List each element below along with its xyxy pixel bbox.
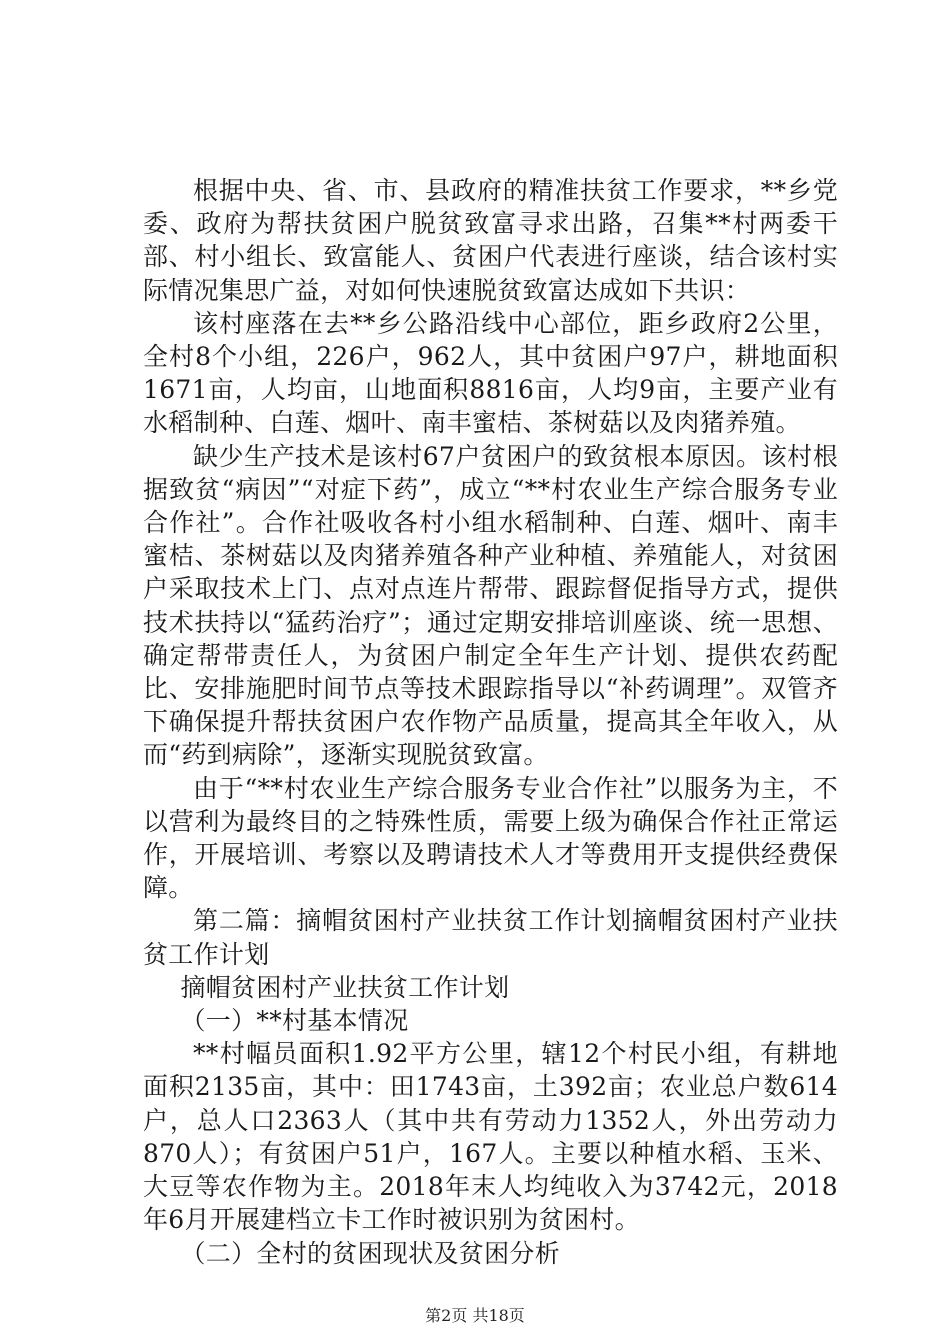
paragraph-poverty-cause: 缺少生产技术是该村67户贫困户的致贫根本原因。该村根据致贫“病因”“对症下药”，成立“**村农业生产综合服务专业合作社”。合作社吸收各村小组水稻制种、白莲、烟叶、南丰蜜桔、茶树菇以及肉猪养殖各种产业种植、养殖能人，对贫困户采取技术上门、点对点连片帮带、跟踪督促指导方式，提供技术扶持以“猛药治疗”；通过定期安排培训座谈、统一思想、确定帮带责任人，为贫困户制定全年生产计划、提供农药配比、安排施肥时间节点等技术跟踪指导以“补药调理”。双管齐下确保提升帮扶贫困户农作物产品质量，提高其全年收入，从而“药到病除”，逐渐实现脱贫致富。 [143, 441, 838, 770]
section-heading-part-two: 第二篇：摘帽贫困村产业扶贫工作计划摘帽贫困村产业扶贫工作计划 [143, 906, 838, 969]
paragraph-intro: 根据中央、省、市、县政府的精准扶贫工作要求，**乡党委、政府为帮扶贫困户脱贫致富寻求出路，召集**村两委干部、村小组长、致富能人、贫困户代表进行座谈，结合该村实际情况集思广益，对如何快速脱贫致富达成如下共识： [143, 176, 838, 305]
paragraph-village-location: 该村座落在去**乡公路沿线中心部位，距乡政府2公里，全村8个小组，226户，962人，其中贫困户97户，耕地面积1671亩，人均亩，山地面积8816亩，人均9亩，主要产业有水稻制种、白莲、烟叶、南丰蜜桔、茶树菇以及肉猪养殖。 [143, 308, 838, 438]
page-number: 第2页 共18页 [425, 1306, 525, 1325]
subheading-basic-info: （一）**村基本情况 [180, 1006, 409, 1036]
plan-title: 摘帽贫困村产业扶贫工作计划 [180, 972, 510, 1002]
document-body [143, 174, 838, 1270]
paragraph-basic-info: **村幅员面积1.92平方公里，辖12个村民小组，有耕地面积2135亩，其中：田1743亩，土392亩；农业总户数614户，总人口2363人（其中共有劳动力1352人，外出劳动力870人）；有贫困户51户，167人。主要以种植水稻、玉米、大豆等农作物为主。2018年末人均纯收入为3742元，2018年6月开展建档立卡工作时被识别为贫困村。 [143, 1039, 838, 1235]
paragraph-funding-request: 由于“**村农业生产综合服务专业合作社”以服务为主，不以营利为最终目的之特殊性质，需要上级为确保合作社正常运作，开展培训、考察以及聘请技术人才等费用开支提供经费保障。 [143, 773, 838, 903]
subheading-poverty-analysis: （二）全村的贫困现状及贫困分析 [180, 1238, 561, 1268]
